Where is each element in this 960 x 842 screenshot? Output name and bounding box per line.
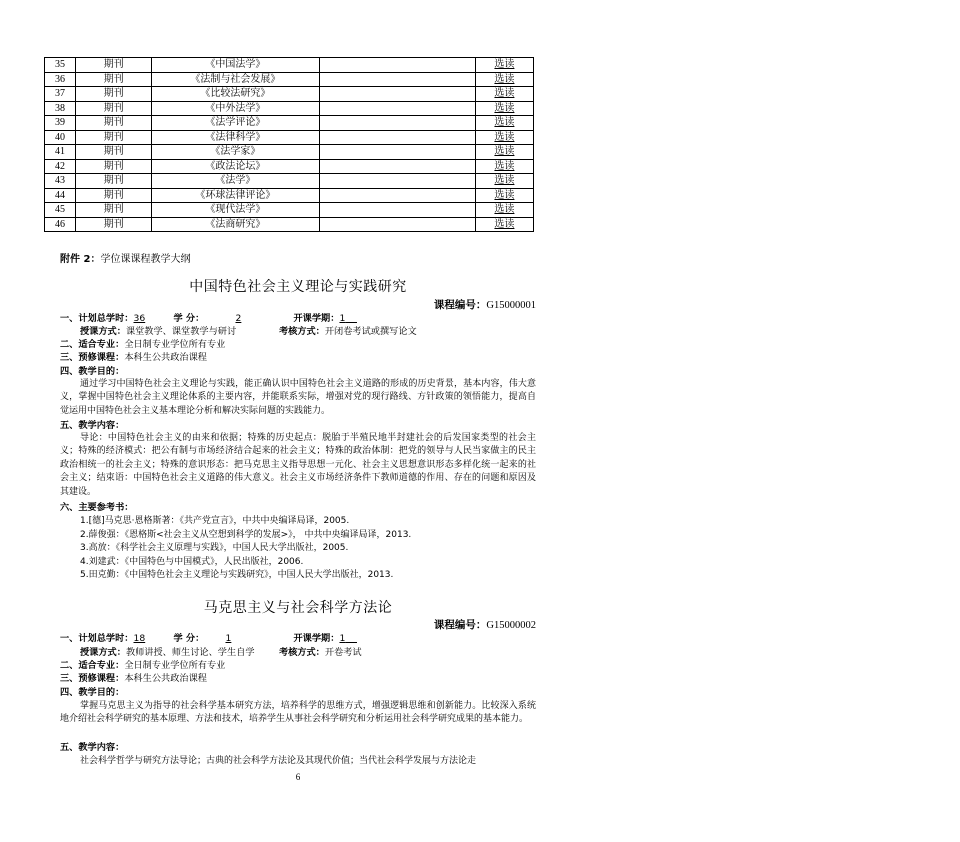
journal-name: 《中外法学》	[152, 101, 319, 116]
row-number: 43	[45, 174, 76, 189]
table-row	[45, 72, 534, 87]
requirement-cell: 选读	[475, 101, 533, 116]
course1-ref-item: 3.高放：《科学社会主义原理与实践》，中国人民大学出版社，2005.	[80, 543, 349, 553]
requirement-cell: 选读	[475, 116, 533, 131]
course2-content-heading: 五、教学内容：	[60, 742, 125, 753]
requirement-cell: 选读	[475, 72, 533, 87]
row-number: 35	[45, 58, 76, 73]
table-row	[45, 203, 534, 218]
journal-name: 《法制与社会发展》	[152, 72, 319, 87]
row-type: 期刊	[76, 145, 152, 160]
course1-ref-item: 1.[德]马克思·恩格斯著：《共产党宣言》，中共中央编译局译，2005.	[80, 516, 350, 526]
publisher-cell	[319, 159, 475, 174]
publisher-cell	[319, 217, 475, 232]
journal-name: 《比较法研究》	[152, 87, 319, 102]
table-row	[45, 159, 534, 174]
publisher-cell	[319, 72, 475, 87]
row-number: 44	[45, 188, 76, 203]
course1-code: 课程编号：G15000001	[433, 299, 536, 311]
row-number: 40	[45, 130, 76, 145]
course1-refs-heading: 六、主要参考书：	[60, 502, 134, 513]
journal-name: 《法律科学》	[152, 130, 319, 145]
course1-goal-heading: 四、教学目的：	[60, 366, 125, 377]
journal-name: 《现代法学》	[152, 203, 319, 218]
table-row	[45, 217, 534, 232]
table-row	[45, 116, 534, 131]
course2-method-line: 授课方式：教师讲授、师生讨论、学生自学 考核方式：开卷考试	[80, 647, 362, 658]
row-type: 期刊	[76, 203, 152, 218]
table-row	[45, 87, 534, 102]
requirement-cell: 选读	[475, 188, 533, 203]
row-type: 期刊	[76, 87, 152, 102]
publisher-cell	[319, 87, 475, 102]
table-row	[45, 130, 534, 145]
row-number: 37	[45, 87, 76, 102]
page-number: 6	[295, 772, 301, 782]
course2-goal-text: 掌握马克思主义为指导的社会科学基本研究方法，培养科学的思维方式，增强逻辑思维和创新能力。比较深入系统地介绍社会科学研究的基本原理、方法和技术，培养学生从事社会科学研究和分析运用社会科学研究成果的基本能力。	[60, 701, 536, 725]
course2-goal-heading: 四、教学目的：	[60, 687, 125, 698]
course2-code: 课程编号：G15000002	[433, 619, 536, 631]
table-row	[45, 188, 534, 203]
journal-name: 《法商研究》	[152, 217, 319, 232]
row-type: 期刊	[76, 58, 152, 73]
row-type: 期刊	[76, 72, 152, 87]
course1-content-heading: 五、教学内容：	[60, 420, 125, 431]
publisher-cell	[319, 203, 475, 218]
journal-name: 《法学家》	[152, 145, 319, 160]
course2-major-line: 二、适合专业：全日制专业学位所有专业	[60, 660, 226, 671]
requirement-cell: 选读	[475, 203, 533, 218]
row-number: 42	[45, 159, 76, 174]
attachment-label: 附件 2：	[60, 254, 101, 265]
requirement-cell: 选读	[475, 130, 533, 145]
row-type: 期刊	[76, 159, 152, 174]
course2-prereq-line: 三、预修课程：本科生公共政治课程	[60, 673, 207, 684]
course2-hours-line: 一、计划总学时：18 学 分： 1 开课学期：1	[60, 633, 346, 644]
row-number: 39	[45, 116, 76, 131]
row-number: 46	[45, 217, 76, 232]
publisher-cell	[319, 174, 475, 189]
row-type: 期刊	[76, 217, 152, 232]
journal-name: 《法学》	[152, 174, 319, 189]
requirement-cell: 选读	[475, 58, 533, 73]
row-number: 45	[45, 203, 76, 218]
attachment-text: 学位课课程教学大纲	[100, 254, 191, 265]
table-row	[45, 174, 534, 189]
course1-ref-item: 4.刘建武：《中国特色与中国模式》，人民出版社，2006.	[80, 557, 304, 567]
publisher-cell	[319, 58, 475, 73]
journal-name: 《中国法学》	[152, 58, 319, 73]
course1-content-text: 导论：中国特色社会主义的由来和依据；特殊的历史起点：脱胎于半殖民地半封建社会的后发国家类型的社会主义；特殊的经济模式：把公有制与市场经济结合起来的社会主义；特殊的政治体制：把党的领导与人民当家做主的民主政治相统一的社会主义；特殊的意识形态：把马克思主义指导思想一元化、社会主义思想意识形态多样化统一起来的社会主义；结束语：中国特色社会主义道路的伟大意义。社会主义市场经济条件下教师道德的作用、存在的问题和原因及其建设。	[60, 433, 536, 497]
requirement-cell: 选读	[475, 159, 533, 174]
row-type: 期刊	[76, 130, 152, 145]
journal-name: 《政法论坛》	[152, 159, 319, 174]
publisher-cell	[319, 130, 475, 145]
publisher-cell	[319, 188, 475, 203]
publisher-cell	[319, 116, 475, 131]
publisher-cell	[319, 145, 475, 160]
table-row	[45, 58, 534, 73]
publisher-cell	[319, 101, 475, 116]
course1-method-line: 授课方式：课堂教学、课堂教学与研讨 考核方式：开闭卷考试或撰写论文	[80, 326, 417, 337]
row-number: 36	[45, 72, 76, 87]
journal-name: 《法学评论》	[152, 116, 319, 131]
requirement-cell: 选读	[475, 87, 533, 102]
journal-name: 《环球法律评论》	[152, 188, 319, 203]
row-type: 期刊	[76, 116, 152, 131]
course1-goal-text: 通过学习中国特色社会主义理论与实践，能正确认识中国特色社会主义道路的形成的历史背景，基本内容，伟大意义，掌握中国特色社会主义理论体系的主要内容，并能联系实际，增强对党的现行路线、方针政策的领悟能力，提高自觉运用中国特色社会主义基本理论分析和解决实际问题的实践能力。	[60, 379, 536, 416]
attachment-heading	[60, 253, 536, 266]
requirement-cell: 选读	[475, 217, 533, 232]
table-row	[45, 101, 534, 116]
row-type: 期刊	[76, 174, 152, 189]
requirement-cell: 选读	[475, 145, 533, 160]
journal-table	[44, 57, 534, 232]
course1-title: 中国特色社会主义理论与实践研究	[189, 279, 407, 295]
requirement-cell: 选读	[475, 174, 533, 189]
row-type: 期刊	[76, 101, 152, 116]
course1-prereq-line: 三、预修课程：本科生公共政治课程	[60, 352, 207, 363]
course1-major-line: 二、适合专业：全日制专业学位所有专业	[60, 339, 226, 350]
table-row	[45, 145, 534, 160]
course2-content-text: 社会科学哲学与研究方法导论；古典的社会科学方法论及其现代价值；当代社会科学发展与方法论走	[80, 756, 477, 766]
course2-title: 马克思主义与社会科学方法论	[203, 600, 393, 616]
row-number: 41	[45, 145, 76, 160]
row-type: 期刊	[76, 188, 152, 203]
course1-ref-item: 2.薛俊强：《恩格斯<社会主义从空想到科学的发展>》， 中共中央编译局译，2013.	[80, 530, 412, 540]
course1-hours-line: 一、计划总学时：36 学 分： 2 开课学期：1	[60, 313, 346, 324]
row-number: 38	[45, 101, 76, 116]
course1-ref-item: 5.田克勤：《中国特色社会主义理论与实践研究》，中国人民大学出版社，2013.	[80, 570, 394, 580]
